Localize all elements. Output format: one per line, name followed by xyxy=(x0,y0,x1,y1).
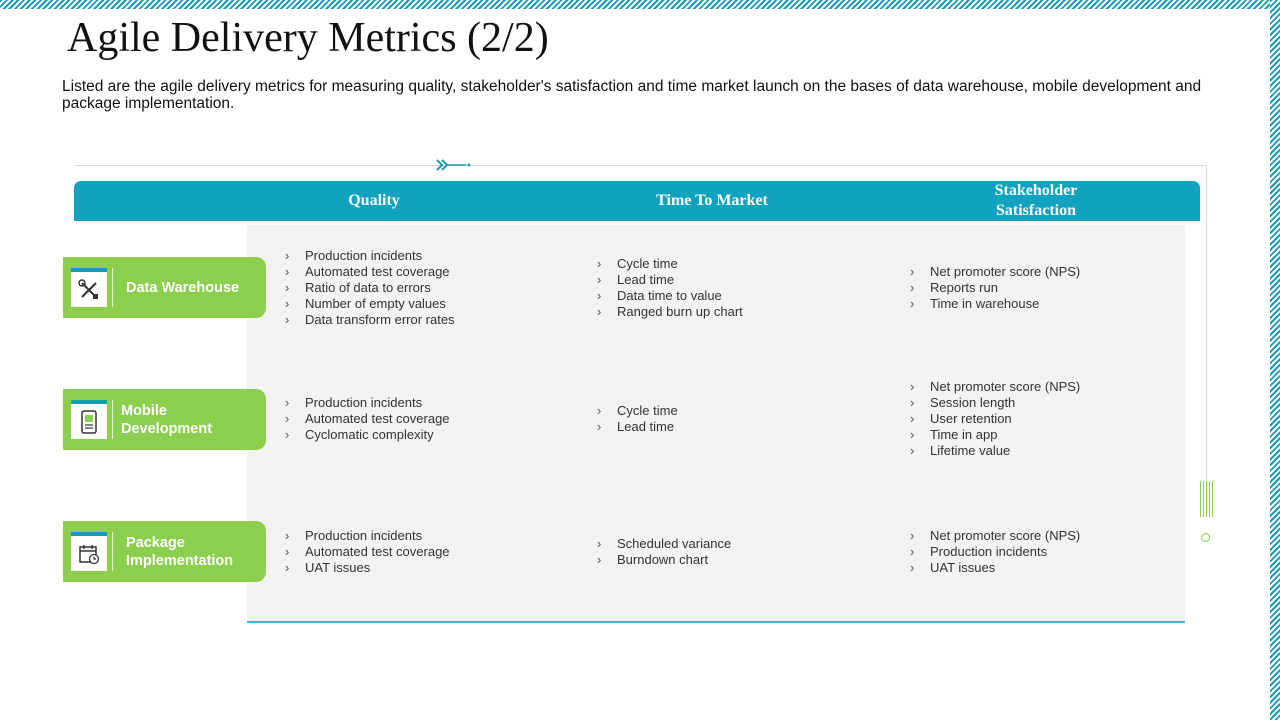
page-title: Agile Delivery Metrics (2/2) xyxy=(67,15,549,61)
list-item: › Lead time xyxy=(597,419,678,435)
row-label-package-implementation xyxy=(63,521,266,582)
list-item: › Burndown chart xyxy=(597,552,731,568)
list-item: › Automated test coverage xyxy=(285,544,450,560)
list-item: › Automated test coverage xyxy=(285,411,450,427)
cell-package-implementation-quality xyxy=(285,511,450,593)
cell-mobile-development-time-to-market xyxy=(597,378,678,460)
row-label-text: Package Implementation xyxy=(126,534,234,569)
list-item: › Ratio of data to errors xyxy=(285,280,455,296)
list-item: › UAT issues xyxy=(285,560,450,576)
mobile-document-icon xyxy=(71,400,107,439)
list-item: › Cyclomatic complexity xyxy=(285,427,450,443)
cell-data-warehouse-time-to-market xyxy=(597,247,743,329)
column-header-time-to-market: Time To Market xyxy=(656,192,768,209)
cell-data-warehouse-quality xyxy=(285,247,455,329)
column-header-quality: Quality xyxy=(348,192,400,209)
list-item: › Cycle time xyxy=(597,403,678,419)
column-header-stakeholder-satisfaction: Stakeholder Satisfaction xyxy=(994,182,1078,219)
list-item: › Production incidents xyxy=(285,248,455,264)
cell-mobile-development-stakeholder xyxy=(910,378,1080,460)
list-item: › Cycle time xyxy=(597,256,743,272)
label-divider xyxy=(112,400,113,439)
label-divider xyxy=(112,268,113,307)
list-item: › Production incidents xyxy=(910,544,1080,560)
right-decorative-stripe xyxy=(1270,0,1280,720)
cell-package-implementation-time-to-market xyxy=(597,511,731,593)
list-item: › Automated test coverage xyxy=(285,264,455,280)
frame-line-top xyxy=(75,165,1207,166)
list-item: › Net promoter score (NPS) xyxy=(910,379,1080,395)
green-circle-decoration xyxy=(1201,533,1210,542)
list-item: › Net promoter score (NPS) xyxy=(910,528,1080,544)
list-item: › Data time to value xyxy=(597,288,743,304)
frame-line-right xyxy=(1206,165,1207,480)
cell-package-implementation-stakeholder xyxy=(910,511,1080,593)
table-header xyxy=(74,181,1200,221)
list-item: › Time in warehouse xyxy=(910,296,1080,312)
list-item: › Number of empty values xyxy=(285,296,455,312)
double-chevron-arrow-icon xyxy=(436,157,472,173)
list-item: › User retention xyxy=(910,411,1080,427)
page-subtitle: Listed are the agile delivery metrics for measuring quality, stakeholder's satisfaction and time market launch on the bases of data warehouse, mobile development and package implementation. xyxy=(62,78,1202,112)
cell-data-warehouse-stakeholder xyxy=(910,247,1080,329)
list-item: › Session length xyxy=(910,395,1080,411)
list-item: › Scheduled variance xyxy=(597,536,731,552)
list-item: › Production incidents xyxy=(285,395,450,411)
list-item: › Production incidents xyxy=(285,528,450,544)
row-label-text: Data Warehouse xyxy=(126,279,240,296)
row-label-mobile-development xyxy=(63,389,266,450)
calendar-clock-icon xyxy=(71,532,107,571)
list-item: › Net promoter score (NPS) xyxy=(910,264,1080,280)
list-item: › Data transform error rates xyxy=(285,312,455,328)
green-hatch-decoration xyxy=(1200,481,1213,517)
panel-bottom-line xyxy=(247,621,1185,623)
list-item: › Lifetime value xyxy=(910,443,1080,459)
row-label-text: Mobile Development xyxy=(121,402,213,437)
list-item: › Reports run xyxy=(910,280,1080,296)
list-item: › Lead time xyxy=(597,272,743,288)
tools-icon xyxy=(71,268,107,307)
list-item: › Time in app xyxy=(910,427,1080,443)
cell-mobile-development-quality xyxy=(285,378,450,460)
row-label-data-warehouse xyxy=(63,257,266,318)
list-item: › Ranged burn up chart xyxy=(597,304,743,320)
list-item: › UAT issues xyxy=(910,560,1080,576)
label-divider xyxy=(112,532,113,571)
top-decorative-stripe xyxy=(0,0,1280,9)
